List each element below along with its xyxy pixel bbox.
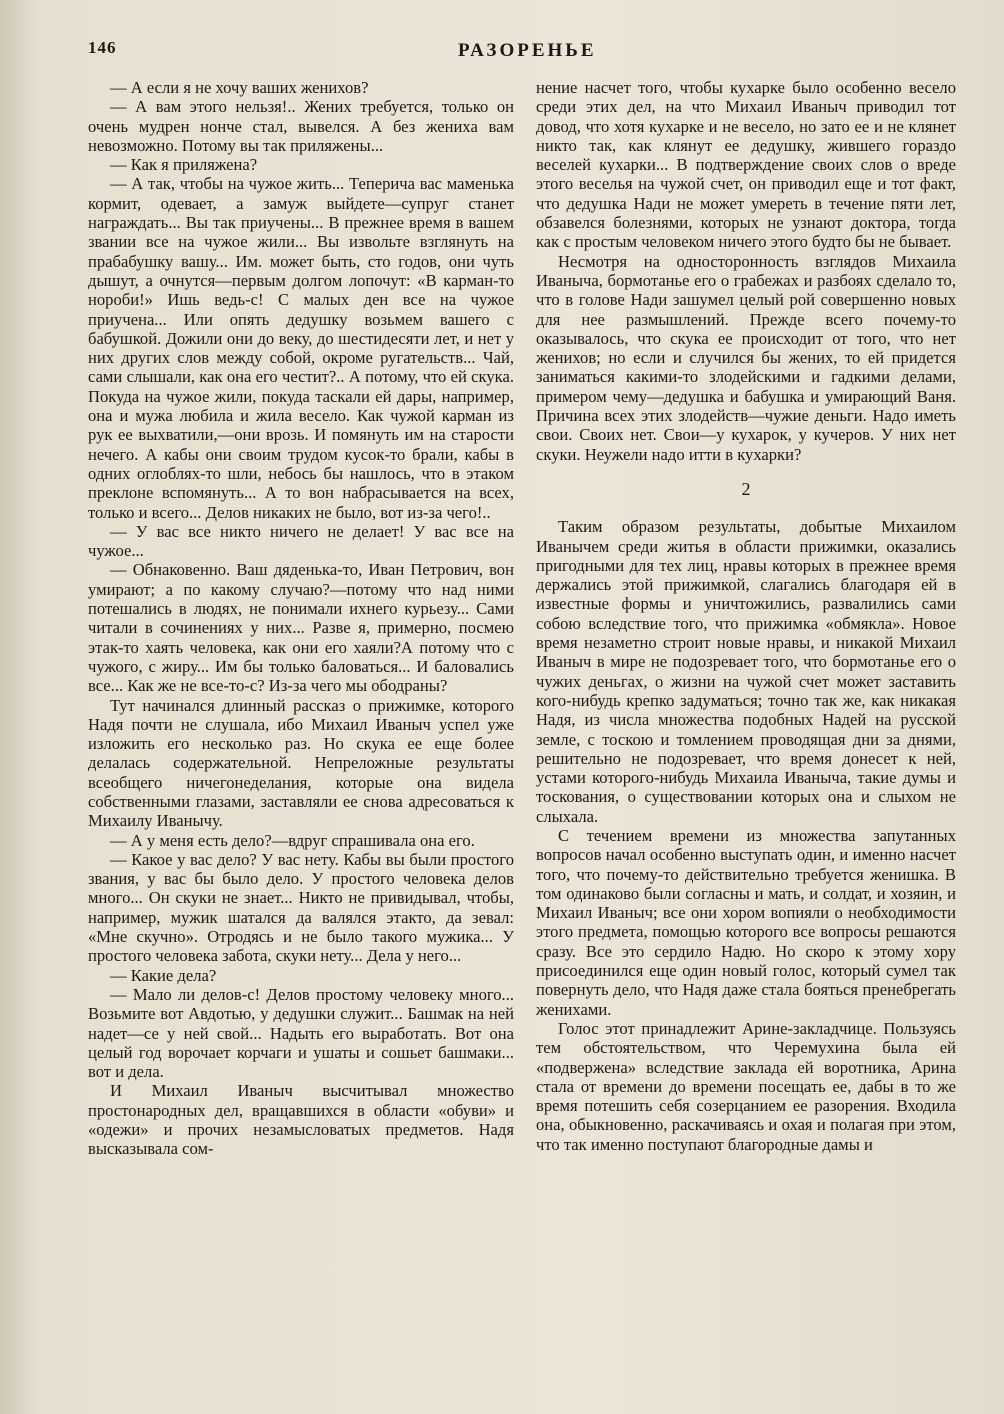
paragraph: С течением времени из множества запутанных вопросов начал особенно выступать один, и именно насчет того, что почему-то действительно требуется женишка. В том одинаково были согласны и мать, и солдат, и хозяин, и Михаил Иваныч; все они хором вопияли о необходимости этого предмета, помощью которого все вопросы решаются сразу. Все это сердило Надю. Но скоро к этому хору присоединился еще один новый голос, который сумел так повернуть дело, что Надя даже стала бояться пренебрегать женихами. <box>536 825 956 1019</box>
paragraph: Голос этот принадлежит Арине-закладчице. Пользуясь тем обстоятельством, что Черемухина была ей «подвержена» вследствие заклада ей воротника, Арина стала от времени до времени посещать ее, дабы в то же время потешить себя созерцанием ее разорения. Входила она, обыкновенно, раскачиваясь и охая и полагая при этом, что так именно поступают благородные дамы и <box>536 1018 956 1154</box>
section-number: 2 <box>741 478 751 499</box>
page-header <box>88 32 964 62</box>
paragraph: — А вам этого нельзя!.. Жених требуется, только он очень мудрен нонче стал, вывелся. А без жениха вам невозможно. Потому вы так приляжены... <box>88 97 514 155</box>
paragraph: И Михаил Иваныч высчитывал множество простонародных дел, вращавшихся в области «обуви» и «одежи» и прочих незамысловатых предметов. Надя высказывала сом- <box>88 1081 514 1159</box>
paragraph: — Какое у вас дело? У вас нету. Кабы вы были простого звания, у вас бы было дело. У простого человека делов много... Он скуки не знает... Никто не привидывал, чтобы, например, мужик шатался да валялся этакто, да зевал: «Мне скучно». Отродясь и не было такого мужика... У простого человека забота, скуки нету... Дела у него... <box>88 849 514 966</box>
paragraph: Таким образом результаты, добытые Михаилом Иванычем среди житья в области прижимки, оказались пригодными для тех лиц, нравы которых в прежнее время держались этой прижимкой, слагались благодаря ей в известные формы и уничтожились, развалились сами собою вследствие того, что прижимка «обмякла». Новое время незаметно строит новые нравы, и никакой Михаил Иваныч в мире не подозревает того, что бормотанье его о чужих деньгах, о жизни на чужой счет может заставить кого-нибудь крепко задуматься; точно так же, как никакая Надя, из числа множества подобных Надей на русской земле, с тоскою и томлением проводящая дни за днями, решительно не подозревает, что время донесет к ней, устами которого-нибудь Михаила Иваныча, такие думы и тоскования, о существовании которых она и слыхом не слыхала. <box>536 517 956 826</box>
paragraph: Несмотря на односторонность взглядов Михаила Иваныча, бормотанье его о грабежах и разбоях сделало то, что в голове Нади зашумел целый рой совершенно новых для нее размышлений. Прежде всего почему-то оказывалось, что скука ее происходит от того, что нет женихов; но если и случился бы жених, то ей придется заниматься какими-то злодейскими и гадкими делами, примером чему—дедушка и бабушка и умирающий Ваня. Причина всех этих злодейств—чужие деньги. Надо иметь свои. Своих нет. Свои—у кухарок, у кучеров. У них нет скуки. Неужели надо итти в кухарки? <box>536 251 956 464</box>
paragraph: Тут начинался длинный рассказ о прижимке, которого Надя почти не слушала, ибо Михаил Иваныч успел уже изложить его несколько раз. Но скука ее еще более делалась содержательной. Непреложные результаты всеобщего ничегонеделания, которые она видела собственными глазами, заставляли ее снова адресоваться к Михаилу Иванычу. <box>88 695 514 831</box>
paragraph: — А у меня есть дело?—вдруг спрашивала она его. <box>110 830 475 850</box>
paragraph: — Обнаковенно. Ваш дяденька-то, Иван Петрович, вон умирают; а по какому случаю?—потому что над ними потешались в людях, не понимали ихнего курьезу... Сами читали в сочинениях у них... Разве я, примерно, посмею этак-то хаять человека, как они его хаяли?А потому что с чужого, с жиру... Им бы только баловаться... И баловались все... Как же не все-то-с? Из-за чего мы ободраны? <box>88 560 514 696</box>
paragraph: — А если я не хочу ваших женихов? <box>110 78 369 97</box>
left-column <box>88 78 514 1159</box>
paragraph: — Мало ли делов-с! Делов простому человеку много... Возьмите вот Авдотью, у дедушки служит... Башмак на ней надет—се у ней свой... Надыть его выработать. Вот она целый год ворочает корчаги и ушаты и сошьет башмаки... вот и дела. <box>88 984 514 1082</box>
page-number: 146 <box>88 38 117 57</box>
paragraph-continued: нение насчет того, чтобы кухарке было особенно весело среди этих дел, на что Михаил Иваныч приводил тот довод, что хотя кухарке и не весело, но зато ее и не клянет никто так, как клянут ее дедушку, жившего гораздо веселей кухарки... В подтверждение своих слов о вреде этого веселья на чужой счет, он приводил еще и тот факт, что дедушка Нади не может умереть в течение пяти лет, обзавелся болезнями, которых не узнают доктора, тогда как с простым человеком ничего этого будто бы не бывает. <box>536 78 956 252</box>
paragraph: — А так, чтобы на чужое жить... Теперича вас маменька кормит, одевает, а замуж выйдете—супруг станет награждать... Вы так приучены... В прежнее время в вашем звании все на чужое жили... Вы извольте взглянуть на прабабушку вашу... Им. может быть, сто годов, они чуть дышут, а очнутся—первым долгом лопочут: «В карман-то нороби!» Ишь ведь-с! С малых ден все на чужое приучена... Или опять дедушку возьмем вашего с бабушкой. Дожили они до веку, до шестидесяти лет, и нет у них других слов между собой, окроме ругательств... Чай, сами слышали, как она его честит?.. А потому, что ей скука. Покуда на чужое жили, покуда таскали ей дары, например, она и мужа любила и жила весело. Как чужой карман из рук ее выхватили,—они врозь. И помянуть им на старости нечего. А кабы они своим трудом кусок-то брали, кабы в одних оглоблях-то шли, небось бы нашлось, что в этаком преклоне вспомянуть... А то вон набрасывается на всех, только и всего... Делов никаких не было, вот из-за чего!.. <box>88 174 514 522</box>
paragraph: — У вас все никто ничего не делает! У вас все на чужое... <box>88 521 514 561</box>
paragraph: — Как я приляжена? <box>110 155 258 175</box>
paragraph: — Какие дела? <box>110 965 217 985</box>
right-column <box>536 78 956 1154</box>
running-title: РАЗОРЕНЬЕ <box>458 40 597 61</box>
